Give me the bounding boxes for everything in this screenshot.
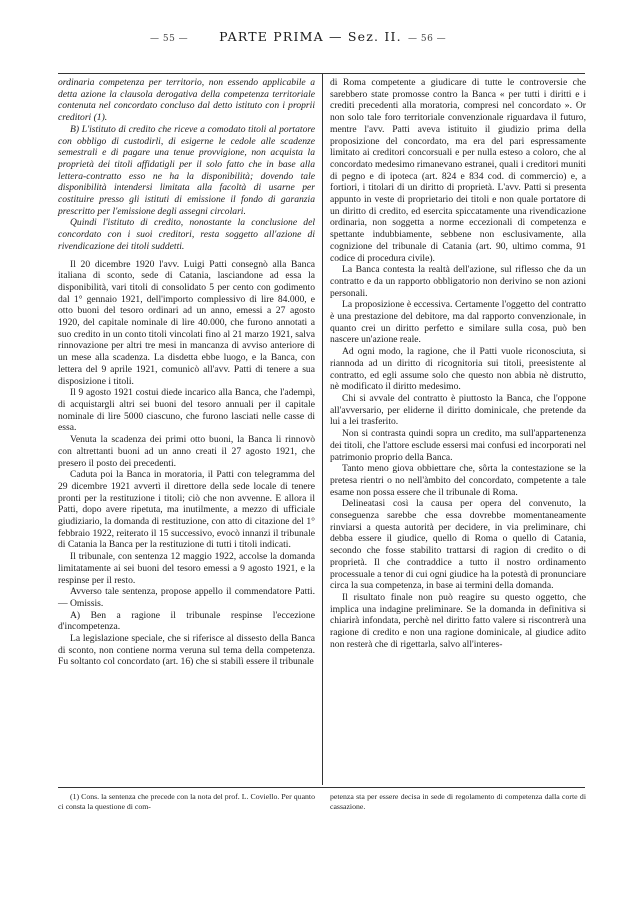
body-paragraph: Il 20 dicembre 1920 l'avv. Luigi Patti consegnò alla Banca italiana di sconto, sede di Catania, lasciandone ad essa la disponibilità, vari titoli di consolidato 5 per cento con godimento dal 1° gennaio 1921, dell'importo complessivo di lire 84.000, e otto buoni del tesoro ordinari ad un anno, emessi a 27 agosto 1920, del capitale nominale di lire 40.000, che furono annotati a suo credito in un conto titoli vincolati fino al 21 marzo 1921, salva rinnovazione per altri tre mesi in mancanza di avviso anteriore di un mese alla scadenza. La disdetta ebbe luogo, e la Banca, con lettera del 9 aprile 1921, comunicò all'avv. Patti di tenere a sua disposizione i titoli. [58,258,315,387]
body-paragraph: Avverso tale sentenza, propose appello il commendatore Patti. — Omissis. [58,586,315,609]
headnote-paragraph: ordinaria competenza per territorio, non essendo applicabile a detta azione la clausola derogativa della competenza territoriale contenuta nel concordato concluso dal detto istituto con i proprii creditori (1). [58,77,315,124]
body-paragraph: La legislazione speciale, che si riferisce al dissesto della Banca di sconto, non contiene norma veruna sul tema della competenza. Fu soltanto col concordato (art. 16) che si stabilì essere il tribunale [58,633,315,668]
page-header [0,28,621,48]
right-column [330,77,586,650]
footnote-rule [58,787,585,788]
body-paragraph: La proposizione è eccessiva. Certamente l'oggetto del contratto è una prestazione del debitore, ma dal rapporto convenzionale, in quanto crei un diritto perfetto e similare sulla cosa, può ben nascere un'azione reale. [330,299,586,346]
body-paragraph: Caduta poi la Banca in moratoria, il Patti con telegramma del 29 dicembre 1921 avvertì il direttore della sede locale di tenere pronti per la restituzione i titoli; ciò che non avvenne. E allora il Patti, dopo avere ripetuta, ma inutilmente, a mezzo di ufficiale giudiziario, la domanda di restituzione, con atto di citazione del 1° febbraio 1922, reiterato il 15 successivo, evocò innanzi il tribunale di Catania la Banca per la restituzione di tutti i titoli indicati. [58,469,315,551]
body-paragraph: di Roma competente a giudicare di tutte le controversie che sarebbero state promosse contro la Banca « per tutti i diritti e i crediti precedenti alla moratoria, compresi nel concordato ». Or non solo tale foro territoriale convenzionale riguardava il futuro, mentre l'avv. Patti aveva istituito il giudizio prima della proposizione del concordato, ma era del pari espressamente limitato ai creditori concorsuali e per nulla esteso a coloro, che al concordato medesimo rimanevano estranei, quali i creditori muniti di pegno e di ipoteca (art. 824 e 834 cod. di commercio) e, a fortiori, i titolari di un diritto di proprietà. L'avv. Patti si presenta appunto in veste di proprietario dei titoli e non quale portatore di un diritto di credito, ed esercita spiccatamente una rivendicazione ordinaria, non soggetta a norme eccezionali di competenza e spettante indubbiamente, sebbene non esclusivamente, alla cognizione del tribunale di Catania (art. 90, ultimo comma, 91 codice di procedura civile). [330,77,586,264]
headnote-paragraph: B) L'istituto di credito che riceve a comodato titoli al portatore con obbligo di custodirli, di esigerne le cedole alle scadenze semestrali e di pagare una tenue provvigione, non acquista la proprietà dei titoli affidatigli per il solo fatto che in base alla lettera-contratto esso ne ha la disponibilità; dovendo tale disponibilità intendersi limitata alla facoltà di usarne per costituire presso gli istituti di emissione il fondo di garanzia prescritto per l'emissione degli assegni circolari. [58,123,315,217]
headnote-paragraph: Quindi l'istituto di credito, nonostante la conclusione del concordato con i suoi creditori, resta soggetto all'azione di rivendicazione dei titoli suddetti. [58,217,315,252]
body-paragraph: Ad ogni modo, la ragione, che il Patti vuole riconosciuta, si riannoda ad un diritto di ricognitoria sui titoli, preesistente al contratto, ed egli assume solo che questo non abbia nè distrutto, nè modificato il diritto medesimo. [330,346,586,393]
body-paragraph: Chi si avvale del contratto è piuttosto la Banca, che l'oppone all'avversario, per eliderne il diritto dominicale, che pretende da lui a lei trasferito. [330,392,586,428]
body-paragraph: Venuta la scadenza dei primi otto buoni, la Banca li rinnovò con altrettanti buoni ad un anno creati il 27 agosto 1921, che presero il posto dei precedenti. [58,434,315,469]
body-paragraph: La Banca contesta la realtà dell'azione, sul riflesso che da un contratto e da un rapporto obbligatorio non derivino se non azioni personali. [330,264,586,299]
page-number-left: — 55 — [150,34,189,44]
footnote-right [330,792,586,812]
running-title: PARTE PRIMA — Sez. II. [219,29,402,44]
page-number-right: — 56 — [408,34,447,44]
body-paragraph: Il 9 agosto 1921 costui diede incarico alla Banca, che l'adempì, di acquistargli altri sei buoni del tesoro annuali per il capitale nominale di lire 5000 ciascuno, che furono lasciati nelle casse di essa. [58,387,315,434]
body-paragraph: Delineatasi così la causa per opera del convenuto, la conseguenza sarebbe che essa dovrebbe momentaneamente rinviarsi a questa autorità per decidere, in via preliminare, chi debba essere il giudice, quello di Roma o quello di Catania, secondo che fosse stabilito trattarsi di ragion di credito o di proprietà. Il che contraddice a tutto il nostro ordinamento processuale a tenor di cui ogni giudice ha la potestà di pronunciare circa la sua competenza, in base ai termini della domanda. [330,498,587,592]
body-paragraph: A) Ben a ragione il tribunale respinse l'eccezione d'incompetenza. [58,609,315,633]
footnote-text: (1) Cons. la sentenza che precede con la nota del prof. L. Coviello. Per quanto ci consta la questione di com- [58,792,315,811]
column-divider [322,73,323,785]
body-paragraph: Non si contrasta quindi sopra un credito, ma sull'appartenenza dei titoli, che l'attore esclude essersi mai confusi ed incorporati nel patrimonio proprio della Banca. [330,428,586,463]
body-paragraph: Il risultato finale non può reagire su questo oggetto, che implica una indagine preliminare. Se la domanda in definitiva si chiarirà infondata, perchè nel diritto fatto valere si riscontrerà una ragione di credito e non una ragione dominicale, al giudice adito non resterà che di rigettarla, salvo all'interes- [330,591,586,650]
headnote [58,77,315,253]
body-paragraph: Il tribunale, con sentenza 12 maggio 1922, accolse la domanda limitatamente ai sei buoni del tesoro emessi a 9 agosto 1921, e la respinse per il resto. [58,551,315,586]
footnote-left [58,792,315,812]
body-paragraph: Tanto meno giova obbiettare che, sôrta la contestazione se la pretesa rientri o no nell'àmbito del concordato, competente a tale esame non possa essere che il tribunale di Roma. [330,463,586,498]
footnote-text: petenza sta per essere decisa in sede di regolamento di competenza dalla corte di cassazione. [330,792,586,811]
left-column [58,77,315,668]
